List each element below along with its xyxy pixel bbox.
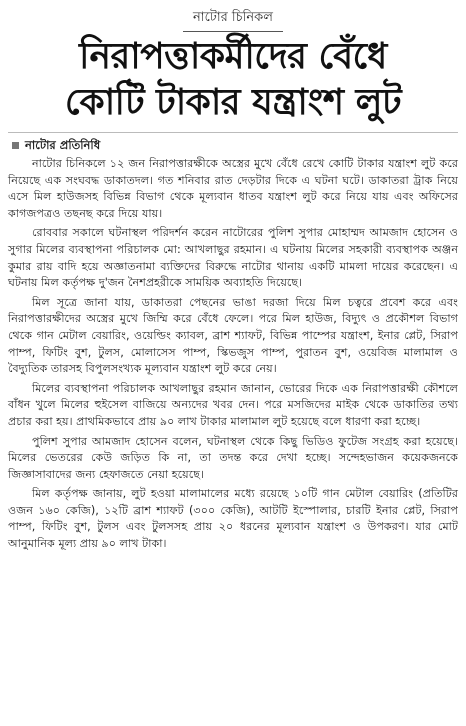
headline xyxy=(8,34,458,126)
kicker-container xyxy=(8,0,458,30)
paragraph: মিল সূত্রে জানা যায়, ডাকাতরা পেছনের ভাঙা দরজা দিয়ে মিল চত্বরে প্রবেশ করে এবং নিরাপত্তারক্ষীদের অস্ত্রের মুখে জিম্মি করে বেঁধে ফেলে। পরে মিল হাউজ, বিদ্যুৎ ও প্রকৌশল বিভাগ থেকে গান মেটাল বেয়ারিং, ওয়েল্ডিং ক্যাবল, ব্রাশ শ্যাফট, বিভিন্ন পাম্পের যন্ত্রাংশ, ইনার প্লেট, সিরাপ পাম্প, ফিটিং বুশ, টুলস, মোলাসেস পাম্প, স্কিভজুস পাম্প, পুরাতন বুশ, ওয়েবিজ মালামাল ও বৈদ্যুতিক তারসহ বিপুলসংখ্যক মূল্যবান যন্ত্রাংশ লুট করে নেয়। xyxy=(8,295,458,376)
headline-line-2: কোটি টাকার যন্ত্রাংশ লুট xyxy=(64,82,402,123)
divider xyxy=(8,132,458,133)
paragraph: নাটোর চিনিকলে ১২ জন নিরাপত্তারক্ষীকে অস্ত্রের মুখে বেঁধে রেখে কোটি টাকার যন্ত্রাংশ লুট করে নিয়েছে এক সংঘবদ্ধ ডাকাতদল। গত শনিবার রাত দেড়টার দিকে এ ঘটনা ঘটে। ডাকাতরা ট্রাক নিয়ে এসে মিল হাউজসহ বিভিন্ন বিভাগ থেকে মূল্যবান ধাতব যন্ত্রাংশ লুট করে নিয়ে যায় এবং অফিসের কাগজপত্রও তছনছ করে দিয়ে যায়। xyxy=(8,157,458,220)
paragraph: মিল কর্তৃপক্ষ জানায়, লুট হওয়া মালামালের মধ্যে রয়েছে ১০টি গান মেটাল বেয়ারিং (প্রতিটির ওজন ১৬০ কেজি), ১২টি ব্রাশ শ্যাফট (৩০০ কেজি), আটটি ইস্পোলার, চারটি ইনার প্লেট, সিরাপ পাম্প, ফিটিং বুশ, টুলস এবং টুলসসহ প্রায় ২০ ধরনের মূল্যবান যন্ত্রাংশ ও উপকরণ। যার মোট আনুমানিক মূল্য প্রায় ৯০ লাখ টাকা। xyxy=(8,487,458,551)
bullet-icon xyxy=(12,142,19,149)
byline-text: নাটোর প্রতিনিধি xyxy=(25,138,101,152)
headline-line-1: নিরাপত্তাকর্মীদের বেঁধে xyxy=(79,36,387,77)
byline xyxy=(8,137,458,153)
paragraph: পুলিশ সুপার আমজাদ হোসেন বলেন, ঘটনাস্থল থেকে কিছু ভিডিও ফুটেজ সংগ্রহ করা হয়েছে। মিলের ভেতরের কেউ জড়িত কি না, তা তদন্ত করে দেখা হচ্ছে। সন্দেহভাজন কয়েকজনকে জিজ্ঞাসাবাদের জন্য হেফাজতে নেয়া হয়েছে। xyxy=(8,434,458,481)
paragraph: মিলের ব্যবস্থাপনা পরিচালক আখলাছুর রহমান জানান, ভোরের দিকে এক নিরাপত্তারক্ষী কৌশলে বাঁধন খুলে মিলের হুইসেল বাজিয়ে অন্যদের খবর দেন। পরে মসজিদের মাইক থেকে ডাকাতির তথ্য প্রচার করা হয়। প্রাথমিকভাবে প্রায় ৯০ লাখ টাকার মালামাল লুট হয়েছে বলে ধারণা করা হচ্ছে। xyxy=(8,381,458,428)
paragraph: রোববার সকালে ঘটনাস্থল পরিদর্শন করেন নাটোরের পুলিশ সুপার মোহাম্মদ আমজাদ হোসেন ও সুগার মিলের ব্যবস্থাপনা পরিচালক মো: আখলাছুর রহমান। এ ঘটনায় মিলের সহকারী ব্যবস্থাপক অঞ্জন কুমার রায় বাদি হয়ে অজ্ঞাতনামা ব্যক্তিদের বিরুদ্ধে নাটোর থানায় একটি মামলা দায়ের করেছেন। এ ঘটনায় মিল কর্তৃপক্ষ দু'জন নৈশপ্রহরীকে সাময়িক অব্যাহতি দিয়েছে। xyxy=(8,226,458,290)
kicker: নাটোর চিনিকল xyxy=(183,8,283,32)
article-body xyxy=(8,156,458,553)
